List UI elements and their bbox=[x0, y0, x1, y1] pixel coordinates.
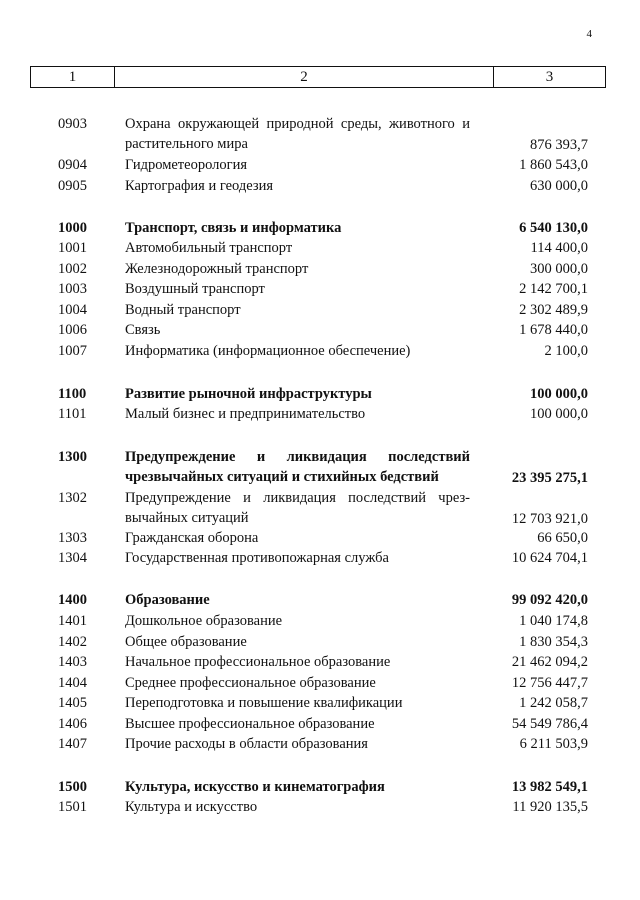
row-name bbox=[125, 447, 470, 487]
row-name bbox=[125, 714, 470, 734]
row-name-line: Культура, искусство и кинематография bbox=[125, 779, 385, 795]
row-code: 1302 bbox=[58, 490, 87, 506]
row-code: 1002 bbox=[58, 261, 87, 277]
row-code: 1406 bbox=[58, 716, 87, 732]
row-name-line: Информатика (информационное обеспечение) bbox=[125, 343, 411, 359]
row-name bbox=[125, 176, 470, 196]
row-name-line: Воздушный транспорт bbox=[125, 281, 265, 297]
row-name-line: растительного мира bbox=[125, 136, 248, 152]
row-value: 11 920 135,5 bbox=[512, 799, 588, 815]
row-value: 99 092 420,0 bbox=[511, 592, 588, 608]
row-name bbox=[125, 300, 470, 320]
row-name bbox=[125, 114, 470, 154]
row-name bbox=[125, 320, 470, 340]
row-code: 1300 bbox=[58, 449, 87, 465]
row-code: 1000 bbox=[58, 220, 87, 236]
row-name-line: Переподготовка и повышение квалификации bbox=[125, 695, 403, 711]
row-name bbox=[125, 528, 470, 548]
row-name bbox=[125, 279, 470, 299]
row-code: 1405 bbox=[58, 695, 87, 711]
table-header bbox=[30, 66, 606, 88]
row-value: 630 000,0 bbox=[530, 178, 588, 194]
row-name-line: Начальное профессиональное образование bbox=[125, 654, 391, 670]
row-name-line: Общее образование bbox=[125, 634, 247, 650]
row-name-line: Образование bbox=[125, 592, 210, 608]
row-value: 100 000,0 bbox=[530, 386, 588, 402]
row-value: 54 549 786,4 bbox=[511, 716, 588, 732]
row-name-line: Связь bbox=[125, 322, 161, 338]
row-code: 1001 bbox=[58, 240, 87, 256]
row-code: 1007 bbox=[58, 343, 87, 359]
row-name bbox=[125, 488, 470, 528]
row-name bbox=[125, 384, 470, 404]
row-value: 1 040 174,8 bbox=[519, 613, 588, 629]
row-name bbox=[125, 548, 470, 568]
row-name-line: Гражданская оборона bbox=[125, 530, 259, 546]
page-number: 4 bbox=[586, 28, 592, 40]
row-code: 0904 bbox=[58, 157, 87, 173]
row-name-line: Транспорт, связь и информатика bbox=[125, 220, 342, 236]
row-name bbox=[125, 218, 470, 238]
row-value: 12 756 447,7 bbox=[511, 675, 588, 691]
row-name-line: Государственная противопожарная служба bbox=[125, 550, 389, 566]
row-name-line: Развитие рыночной инфраструктуры bbox=[125, 386, 372, 402]
row-name-line: Дошкольное образование bbox=[125, 613, 283, 629]
row-code: 1402 bbox=[58, 634, 87, 650]
row-value: 13 982 549,1 bbox=[511, 779, 588, 795]
row-name bbox=[125, 155, 470, 175]
row-value: 100 000,0 bbox=[530, 406, 588, 422]
row-value: 6 540 130,0 bbox=[519, 220, 588, 236]
row-name-line: Автомобильный транспорт bbox=[125, 240, 293, 256]
row-name bbox=[125, 404, 470, 424]
row-code: 1004 bbox=[58, 302, 87, 318]
row-name bbox=[125, 259, 470, 279]
row-name-line: Малый бизнес и предпринимательство bbox=[125, 406, 366, 422]
row-name-line: Предупреждение и ликвидация последствий bbox=[125, 449, 470, 465]
row-name-line: Культура и искусство bbox=[125, 799, 258, 815]
row-name bbox=[125, 734, 470, 754]
row-value: 2 142 700,1 bbox=[519, 281, 588, 297]
row-code: 1400 bbox=[58, 592, 87, 608]
row-name bbox=[125, 797, 470, 817]
row-code: 1401 bbox=[58, 613, 87, 629]
row-value: 1 860 543,0 bbox=[519, 157, 588, 173]
row-name bbox=[125, 238, 470, 258]
row-code: 1407 bbox=[58, 736, 87, 752]
row-code: 1101 bbox=[58, 406, 87, 422]
row-value: 114 400,0 bbox=[530, 240, 588, 256]
row-code: 1500 bbox=[58, 779, 87, 795]
row-name-line: Картография и геодезия bbox=[125, 178, 274, 194]
row-code: 0905 bbox=[58, 178, 87, 194]
row-code: 1006 bbox=[58, 322, 87, 338]
row-value: 1 830 354,3 bbox=[519, 634, 588, 650]
row-code: 1303 bbox=[58, 530, 87, 546]
row-name-line: Водный транспорт bbox=[125, 302, 241, 318]
row-name bbox=[125, 673, 470, 693]
row-name-line: Высшее профессиональное образование bbox=[125, 716, 375, 732]
row-code: 1003 bbox=[58, 281, 87, 297]
row-value: 876 393,7 bbox=[530, 137, 588, 153]
row-name bbox=[125, 652, 470, 672]
row-value: 6 211 503,9 bbox=[519, 736, 588, 752]
row-name bbox=[125, 632, 470, 652]
row-code: 1501 bbox=[58, 799, 87, 815]
row-name bbox=[125, 341, 470, 361]
row-name bbox=[125, 693, 470, 713]
header-col-2: 2 bbox=[115, 67, 494, 87]
row-name bbox=[125, 611, 470, 631]
row-name bbox=[125, 777, 470, 797]
row-value: 12 703 921,0 bbox=[511, 511, 588, 527]
header-col-3: 3 bbox=[545, 68, 554, 85]
row-name-line: Среднее профессиональное образование bbox=[125, 675, 376, 691]
row-value: 10 624 704,1 bbox=[511, 550, 588, 566]
row-code: 0903 bbox=[58, 116, 87, 132]
row-value: 1 242 058,7 bbox=[519, 695, 588, 711]
row-name-line: Охрана окружающей природной среды, животного и bbox=[125, 116, 470, 132]
row-code: 1304 bbox=[58, 550, 87, 566]
header-col-1: 1 bbox=[31, 67, 115, 87]
row-name-line: Предупреждение и ликвидация последствий чрез- bbox=[125, 490, 470, 506]
row-value: 300 000,0 bbox=[530, 261, 588, 277]
row-value: 2 302 489,9 bbox=[519, 302, 588, 318]
row-name-line: чрезвычайных ситуаций и стихийных бедствий bbox=[125, 469, 439, 485]
row-name-line: Гидрометеорология bbox=[125, 157, 247, 173]
row-code: 1100 bbox=[58, 386, 87, 402]
row-value: 66 650,0 bbox=[537, 530, 588, 546]
row-name bbox=[125, 590, 470, 610]
row-value: 2 100,0 bbox=[544, 343, 588, 359]
row-code: 1404 bbox=[58, 675, 87, 691]
row-name-line: Железнодорожный транспорт bbox=[125, 261, 309, 277]
row-name-line: вычайных ситуаций bbox=[125, 510, 249, 526]
row-name-line: Прочие расходы в области образования bbox=[125, 736, 368, 752]
row-value: 21 462 094,2 bbox=[511, 654, 588, 670]
row-value: 23 395 275,1 bbox=[511, 470, 588, 486]
row-value: 1 678 440,0 bbox=[519, 322, 588, 338]
row-code: 1403 bbox=[58, 654, 87, 670]
